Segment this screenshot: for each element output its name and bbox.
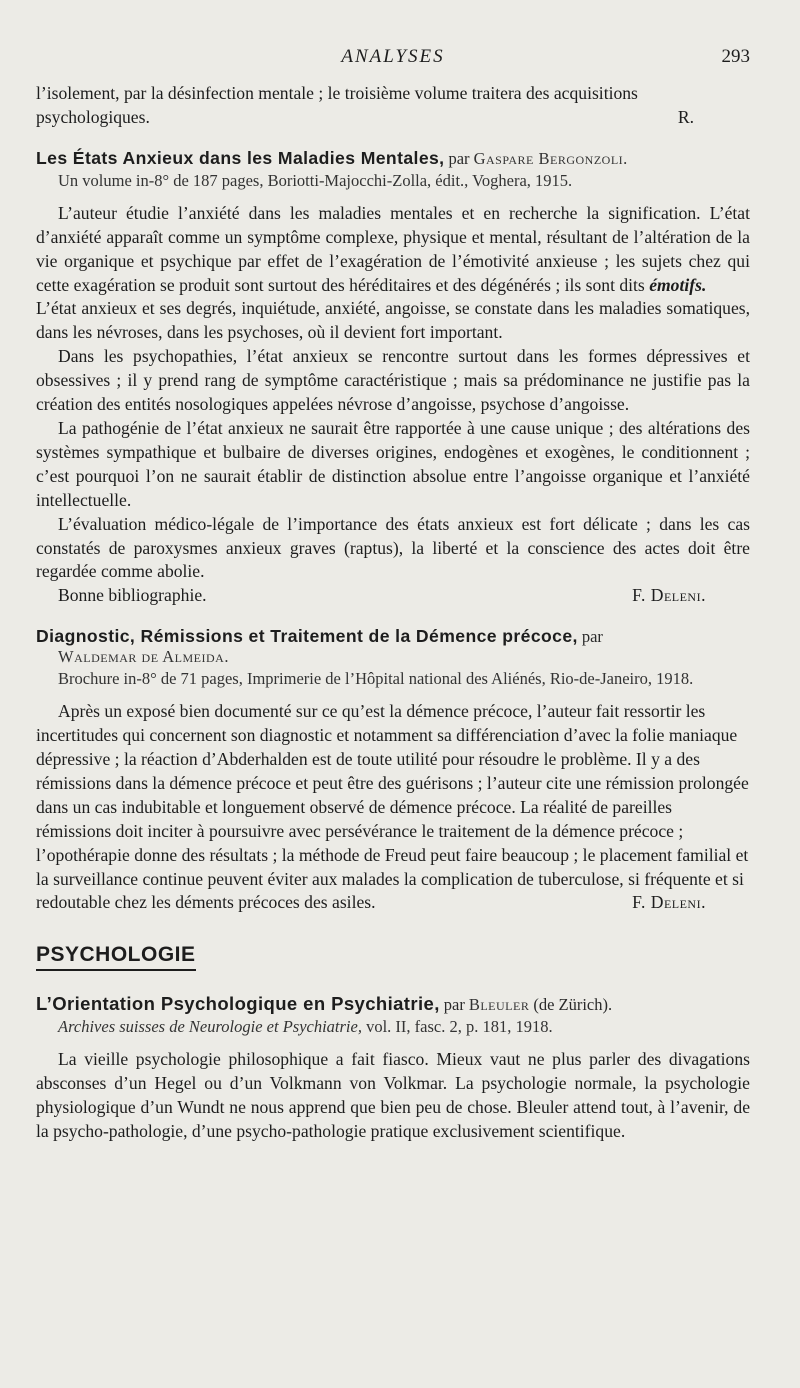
- page-number: 293: [721, 46, 750, 67]
- review-publication: [36, 1015, 750, 1038]
- review-paragraph: L’état anxieux et ses degrés, inquiétude, anxiété, angoisse, se constate dans les maladies somatiques, dans les névroses, dans les psychoses, où il devient fort important.: [36, 298, 750, 343]
- page-header: [36, 46, 750, 72]
- review-emphasis: émotifs.: [649, 274, 707, 295]
- review-closing-text: Bonne bibliographie.: [58, 585, 207, 606]
- running-title: ANALYSES: [341, 46, 445, 67]
- previous-review-signature: R.: [677, 106, 694, 127]
- review-paragraph: La pathogénie de l’état anxieux ne saurait être rapportée à une cause unique ; des altérations des systèmes sympathique et bulbaire de diverses origines, endogènes et exogènes, le conditionnent ; c’est pourquoi l’on ne saurait établir de distinction absolue entre l’angoisse organique et l’anxiété intellectuelle.: [36, 417, 750, 510]
- review-by: par: [581, 627, 603, 647]
- previous-review-end: [36, 82, 750, 130]
- review-paragraph-text: L’auteur étudie l’anxiété dans les maladies mentales et en recherche la signification. L’état d’anxiété apparaît comme un symptôme complexe, physique et mental, résultant de l’altération de la vie organique et psychique par effet de l’exagération de l’émotivité anxieuse ; les sujets chez qui cette exagération se produit sont surtout des héréditaires et des dégénérés ; ils sont dits: [36, 202, 750, 295]
- review-title: Les États Anxieux dans les Maladies Mentales,: [36, 147, 445, 168]
- review-title: L’Orientation Psychologique en Psychiatrie,: [36, 993, 440, 1015]
- review-author-place: (de Zürich).: [533, 995, 613, 1015]
- review-publication: Un volume in-8° de 187 pages, Boriotti-Majocchi-Zolla, édit., Voghera, 1915.: [58, 170, 573, 190]
- review-paragraph: L’évaluation médico-légale de l’importance des états anxieux est fort délicate ; dans les cas constatés de paroxysmes anxieux graves (raptus), la liberté et la conscience des actes doit être regardée comme abolie.: [36, 513, 750, 582]
- previous-review-text: l’isolement, par la désinfection mentale ; le troisième volume traitera des acquisitions psychologiques.: [36, 83, 638, 127]
- review-paragraph-text: Après un exposé bien documenté sur ce qu’est la démence précoce, l’auteur fait ressortir les incertitudes qui concernent son diagnostic et notamment sa différenciation d’avec la folie maniaque dépressive ; la réaction d’Abderhalden est de toute utilité pour résoudre le problème. Il y a des rémissions dans la démence précoce et peut être des guérisons ; l’auteur cite une rémission prolongée dans un cas indubitable et longuement observé de démence précoce. La réalité de pareilles rémissions doit inciter à poursuivre avec persévérance le traitement de la démence précoce ; l’opothérapie donne des résultats ; la méthode de Freud peut faire beaucoup ; le placement familial et la surveillance continue peuvent éviter aux malades la complication de tuberculose, si fréquente et si redoutable chez les déments précoces des asiles.: [36, 701, 749, 913]
- review-signature: F. Deleni.: [632, 892, 706, 913]
- page-content: [36, 82, 750, 1144]
- review-by: par: [443, 995, 465, 1015]
- review-paragraph: Dans les psychopathies, l’état anxieux se rencontre surtout dans les formes dépressives et obsessives ; il y prend rang de symptôme caractéristique ; mais sa prédominance ne justifie pas la création des entités nosologiques appelées névrose d’angoisse, psychose d’angoisse.: [36, 346, 750, 415]
- review-closing: [36, 584, 750, 608]
- review-title: Diagnostic, Rémissions et Traitement de la Démence précoce,: [36, 626, 578, 647]
- review-paragraph: [36, 202, 750, 298]
- section-label: PSYCHOLOGIE: [36, 943, 196, 967]
- journal-name: Archives suisses de Neurologie et Psychiatrie,: [58, 1017, 362, 1037]
- review-author: Bleuler: [468, 995, 530, 1015]
- journal-citation: vol. II, fasc. 2, p. 181, 1918.: [366, 1017, 553, 1037]
- review-heading-orientation: [36, 993, 750, 1038]
- review-signature: F. Deleni.: [632, 585, 706, 606]
- review-paragraph: [36, 700, 750, 915]
- review-paragraph: La vieille psychologie philosophique a fait fiasco. Mieux vaut ne plus parler des divagations absconses d’un Hegel ou d’un Volkmann von Volkmar. La psychologie normale, la psychologie physiologique d’un Wundt ne nous apprend que bien peu de chose. Bleuler attend tout, à l’avenir, de la psycho-pathologie, d’une psycho-pathologie pratique exclusivement scientifique.: [36, 1049, 750, 1142]
- review-by: par: [448, 148, 470, 168]
- section-heading: [36, 943, 196, 971]
- review-author: Gaspare Bergonzoli.: [473, 148, 628, 168]
- review-author: Waldemar de Almeida.: [58, 647, 229, 667]
- review-heading-etats-anxieux: [36, 148, 750, 192]
- review-publication: Brochure in-8° de 71 pages, Imprimerie de l’Hôpital national des Aliénés, Rio-de-Janeiro, 1918.: [58, 669, 694, 689]
- review-heading-demence-precoce: [36, 626, 750, 690]
- section-rule: [36, 969, 196, 971]
